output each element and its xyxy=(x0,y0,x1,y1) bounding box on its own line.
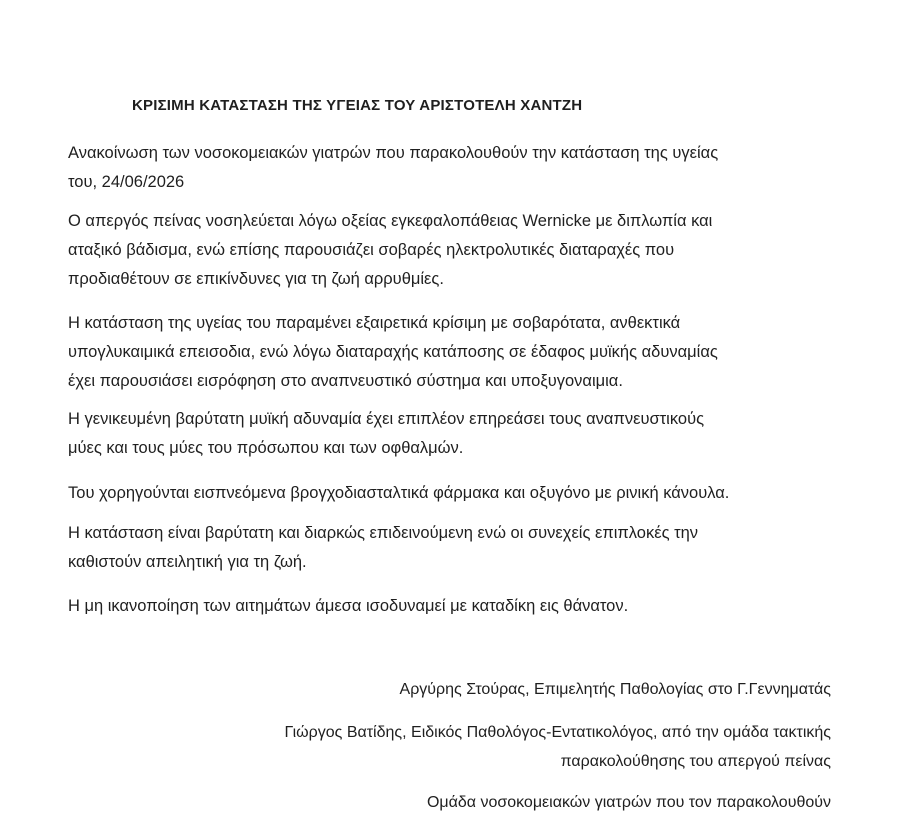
paragraph-line: του, 24/06/2026 xyxy=(68,173,185,191)
paragraph-demands xyxy=(68,592,838,621)
paragraph-line: υπογλυκαιμικά επεισοδια, ενώ λόγω διαταραχής κατάποσης σε έδαφος μυϊκής αδυναμίας xyxy=(68,343,718,361)
signature-line: Ομάδα νοσοκομειακών γιατρών που τον παρακολουθούν xyxy=(426,794,831,811)
paragraph-line: Του χορηγούνται εισπνεόμενα βρογχοδιασταλτικά φάρμακα και οξυγόνο με ρινική κάνουλα. xyxy=(68,484,730,502)
paragraph-condition xyxy=(68,309,838,396)
paragraph-diagnosis xyxy=(68,207,838,294)
paragraph-line: καθιστούν απειλητική για τη ζωή. xyxy=(68,553,307,571)
paragraph-muscle-weakness xyxy=(68,405,838,463)
paragraph-line: έχει παρουσιάσει εισρόφηση στο αναπνευστικό σύστημα και υποξυγοναιμια. xyxy=(68,372,623,390)
paragraph-line: αταξικό βάδισμα, ενώ επίσης παρουσιάζει σοβαρές ηλεκτρολυτικές διαταραχές που xyxy=(68,241,675,259)
paragraph-announcement xyxy=(68,139,838,197)
document-title: ΚΡΙΣΙΜΗ ΚΑΤΑΣΤΑΣΗ ΤΗΣ ΥΓΕΙΑΣ ΤΟΥ ΑΡΙΣΤΟΤΕΛΗ ΧΑΝΤΖΗ xyxy=(132,97,583,114)
signature-stouras xyxy=(400,675,831,704)
paragraph-line: Η κατάσταση είναι βαρύτατη και διαρκώς επιδεινούμενη ενώ οι συνεχείς επιπλοκές την xyxy=(68,524,699,542)
signature-vatidis xyxy=(284,718,831,776)
signature-line: Αργύρης Στούρας, Επιμελητής Παθολογίας στο Γ.Γεννηματάς xyxy=(399,681,831,698)
paragraph-line: Ανακοίνωση των νοσοκομειακών γιατρών που παρακολουθούν την κατάσταση της υγείας xyxy=(68,144,719,162)
paragraph-worsening xyxy=(68,519,838,577)
paragraph-line: Ο απεργός πείνας νοσηλεύεται λόγω οξείας εγκεφαλοπάθειας Wernicke με διπλωπία και xyxy=(68,212,713,230)
signature-line: παρακολούθησης του απεργού πείνας xyxy=(560,753,831,770)
signature-line: Γιώργος Βατίδης, Ειδικός Παθολόγος-Εντατικολόγος, από την ομάδα τακτικής xyxy=(284,724,831,741)
paragraph-line: μύες και τους μύες του πρόσωπου και των οφθαλμών. xyxy=(68,439,464,457)
paragraph-line: Η μη ικανοποίηση των αιτημάτων άμεσα ισοδυναμεί με καταδίκη εις θάνατον. xyxy=(68,597,629,615)
signature-team xyxy=(427,788,831,817)
paragraph-line: Η γενικευμένη βαρύτατη μυϊκή αδυναμία έχει επιπλέον επηρεάσει τους αναπνευστικούς xyxy=(68,410,705,428)
paragraph-line: προδιαθέτουν σε επικίνδυνες για τη ζωή αρρυθμίες. xyxy=(68,270,444,288)
paragraph-treatment xyxy=(68,479,838,508)
paragraph-line: Η κατάσταση της υγείας του παραμένει εξαιρετικά κρίσιμη με σοβαρότατα, ανθεκτικά xyxy=(68,314,681,332)
